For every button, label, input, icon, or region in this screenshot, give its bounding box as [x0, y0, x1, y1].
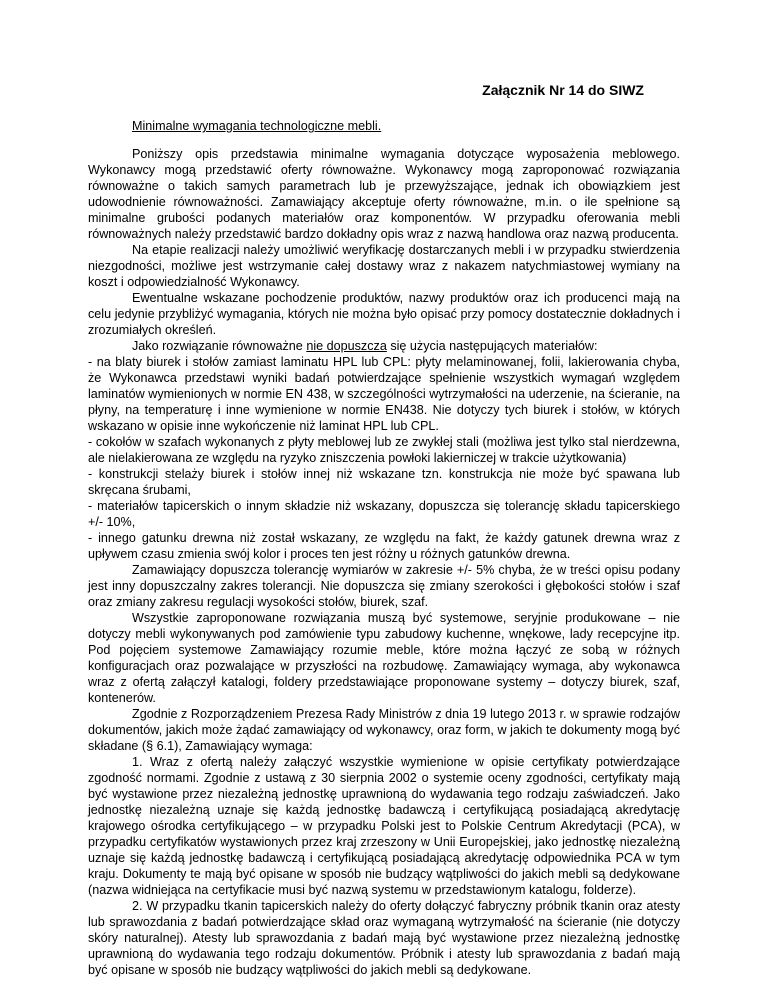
document-body — [88, 118, 680, 978]
materials-intro — [88, 338, 680, 354]
materials-intro-after: się użycia następujących materiałów: — [386, 339, 598, 353]
paragraph-systems: Wszystkie zaproponowane rozwiązania muszą być systemowe, seryjnie produkowane – nie dotyczy mebli wykonywanych pod zamówienie typu zabudowy kuchenne, wnękowe, lady recepcyjne itp. Pod pojęciem systemowe Zamawiający rozumie meble, które można łączyć ze sobą w różnych konfiguracjach oraz pozwalające w przyszłości na rozbudowę. Zamawiający wymaga, aby wykonawca wraz z ofertą załączył katalogi, foldery przedstawiające proponowane systemy – dotyczy biurek, szaf, kontenerów. — [88, 611, 680, 705]
paragraph-intro: Poniższy opis przedstawia minimalne wymagania dotyczące wyposażenia meblowego. Wykonawcy mogą przedstawić oferty równoważne. Wykonawcy mogą zaproponować rozwiązania równoważne o takich samych parametrach lub je przewyższające, jednak ich obowiązkiem jest udowodnienie równoważności. Zamawiający akceptuje oferty równoważne, m.in. o ile spełnione są minimalne grubości podanych materiałów oraz komponentów. W przypadku oferowania mebli równoważnych należy przedstawić bardzo dokładny opis wraz z nazwą handlowa oraz nazwą producenta. — [88, 147, 680, 241]
attachment-title: Załącznik Nr 14 do SIWZ — [482, 82, 644, 98]
paragraph-fabrics: 2. W przypadku tkanin tapicerskich należy do oferty dołączyć fabryczny próbnik tkanin oraz atesty lub sprawozdania z badań potwierdzające skład oraz wymaganą wytrzymałość na ścieranie (nie dotyczy skóry naturalnej). Atesty lub sprawozdania z badań mają być wystawione przez niezależną jednostkę uprawnioną do wydawania tego rodzaju dokumentów. Próbnik i atesty lub sprawozdania z badań mają być opisane w sposób nie budzący wątpliwości do jakich mebli są dedykowane. — [88, 899, 680, 977]
materials-item-upholstery: - materiałów tapicerskich o innym składzie niż wskazany, dopuszcza się tolerancję składu tapicerskiego +/- 10%, — [88, 499, 680, 529]
section-subtitle: Minimalne wymagania technologiczne mebli. — [132, 119, 382, 133]
paragraph-certificates: 1. Wraz z ofertą należy załączyć wszystkie wymienione w opisie certyfikaty potwierdzające zgodność normami. Zgodnie z ustawą z 30 sierpnia 2002 o systemie oceny zgodności, certyfikaty mają być wystawione przez niezależną jednostkę uprawnioną do wydawania tego rodzaju zaświadczeń. Jako jednostkę niezależną uznaje się każdą jednostkę badawczą i certyfikującą posiadającą akredytację krajowego ośrodka certyfikującego – w przypadku Polski jest to Polskie Centrum Akredytacji (PCA), w przypadku certyfikatów wystawionych przez kraj zrzeszony w Unii Europejskiej, jako jednostkę niezależną uznaje się każdą jednostkę badawczą i certyfikującą posiadającą akredytację odpowiednika PCA w tym kraju. Dokumenty te mają być opisane w sposób nie budzący wątpliwości do jakich mebli są dedykowane (nazwa widniejąca na certyfikacie musi być nazwą systemu w przedstawionym katalogu, folderze). — [88, 755, 680, 897]
materials-intro-before: Jako rozwiązanie równoważne — [132, 339, 307, 353]
paragraph-origin: Ewentualne wskazane pochodzenie produktów, nazwy produktów oraz ich producenci mają na celu jedynie przybliżyć wymagania, których nie można było opisać przy pomocy dostatecznie dokładnych i zrozumiałych określeń. — [88, 291, 680, 337]
materials-item-plinths: - cokołów w szafach wykonanych z płyty meblowej lub ze zwykłej stali (możliwa jest tylko stal nierdzewna, ale nielakierowana ze względu na ryzyko zniszczenia powłoki lakierniczej w trakcie użytkowania) — [88, 435, 680, 465]
paragraph-regulation: Zgodnie z Rozporządzeniem Prezesa Rady Ministrów z dnia 19 lutego 2013 r. w sprawie rodzajów dokumentów, jakich może żądać zamawiający od wykonawcy, oraz form, w jakich te dokumenty mogą być składane (§ 6.1), Zamawiający wymaga: — [88, 707, 680, 753]
materials-item-hpl: - na blaty biurek i stołów zamiast laminatu HPL lub CPL: płyty melaminowanej, folii, lakierowania chyba, że Wykonawca przedstawi wyniki badań potwierdzające spełnienie wszystkich wymagań względem laminatów wymienionych w normie EN 438, w szczególności wytrzymałości na uderzenie, na ścieranie, na płyny, na temperaturę i inne wymienione w normie EN438. Nie dotyczy tych biurek i stołów, w których wskazano w opisie inne wykończenie niż laminat HPL lub CPL. — [88, 355, 680, 433]
materials-intro-emphasis: nie dopuszcza — [306, 339, 387, 353]
materials-item-wood: - innego gatunku drewna niż został wskazany, ze względu na fakt, że każdy gatunek drewna wraz z upływem czasu zmienia swój kolor i proces ten jest różny u różnych gatunków drewna. — [88, 531, 680, 561]
materials-item-frames: - konstrukcji stelaży biurek i stołów innej niż wskazane tzn. konstrukcja nie może być spawana lub skręcana śrubami, — [88, 467, 680, 497]
paragraph-verification: Na etapie realizacji należy umożliwić weryfikację dostarczanych mebli i w przypadku stwierdzenia niezgodności, możliwe jest wstrzymanie całej dostawy wraz z nakazem natychmiastowej wymiany na koszt i odpowiedzialność Wykonawcy. — [88, 243, 680, 289]
paragraph-tolerance: Zamawiający dopuszcza tolerancję wymiarów w zakresie +/- 5% chyba, że w treści opisu podany jest inny dopuszczalny zakres tolerancji. Nie dopuszcza się zmiany szerokości i głębokości stołów i szaf oraz zmiany zakresu regulacji wysokości stołów, biurek, szaf. — [88, 563, 680, 609]
